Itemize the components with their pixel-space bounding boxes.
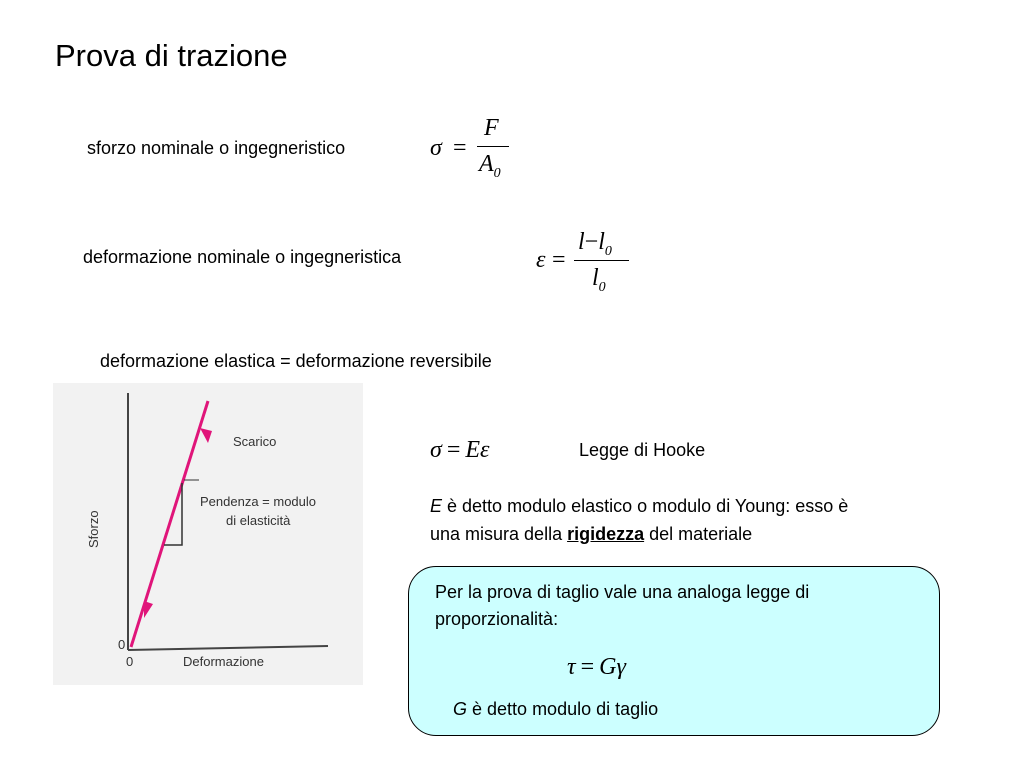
stress-label: sforzo nominale o ingegneristico [87,138,346,158]
hooke-label: Legge di Hooke [579,440,706,460]
strain-num-l0: l [598,229,605,255]
young-line2-start: una misura della [430,524,568,544]
y-axis-label: Sforzo [86,510,101,548]
shear-text: Per la prova di taglio vale una analoga legge di proporzionalità: [435,582,810,629]
strain-num-l0-sub: 0 [604,244,612,259]
stress-equals: = [453,135,467,161]
origin-x-label: 0 [126,654,134,669]
shear-rhs: Gγ [599,654,626,680]
strain-numerator [578,228,612,260]
hooke-sigma: σ [430,437,442,463]
young-line2 [430,520,970,548]
slope-label-line1: Pendenza = modulo [200,494,317,509]
young-line1-rest: è detto modulo elastico o modulo di Young: esso è [442,496,849,516]
young-modulus-text [430,492,970,548]
hooke-equals: = [446,437,461,463]
shear-note [453,697,658,721]
young-symbol: E [430,496,443,516]
stress-formula [430,114,530,184]
x-axis-label: Deformazione [183,654,264,669]
stress-denominator [479,150,501,182]
strain-num-l: l [578,229,585,255]
strain-epsilon: ε [536,247,546,273]
strain-num-minus: − [584,229,599,255]
strain-fraction-line [574,260,629,261]
shear-tau: τ [567,654,576,680]
strain-den-sub: 0 [598,280,606,295]
shear-note-symbol: G [453,699,468,719]
shear-note-rest: è detto modulo di taglio [467,699,659,719]
stress-numerator: F [484,115,499,141]
shear-formula [567,653,626,681]
unloading-label: Scarico [233,434,277,449]
loading-arrow [144,601,153,618]
strain-equals: = [552,247,566,273]
stress-sigma: σ [430,135,442,161]
young-line2-end: del materiale [644,524,753,544]
hooke-formula [430,436,490,464]
page-title: Prova di trazione [55,38,288,73]
stress-fraction-line [477,146,509,147]
origin-y-label: 0 [118,637,126,652]
young-line1 [430,492,970,520]
stress-denominator-sub: 0 [493,166,501,181]
young-bold-word: rigidezza [567,524,645,544]
hooke-rhs: Eε [465,437,490,463]
x-axis [128,646,328,650]
shear-callout-box [408,566,940,736]
strain-label: deformazione nominale o ingegneristica [83,247,402,267]
slope-label-line2: di elasticità [226,513,291,528]
strain-formula [536,226,646,302]
strain-denominator [592,264,606,296]
strain-den-l: l [592,265,599,291]
shear-equals: = [580,654,595,680]
unloading-arrow [200,428,212,443]
elastic-note: deformazione elastica = deformazione reversibile [100,351,492,371]
stress-strain-figure [53,383,363,685]
stress-denominator-base: A [479,151,494,177]
loading-line [131,401,208,647]
